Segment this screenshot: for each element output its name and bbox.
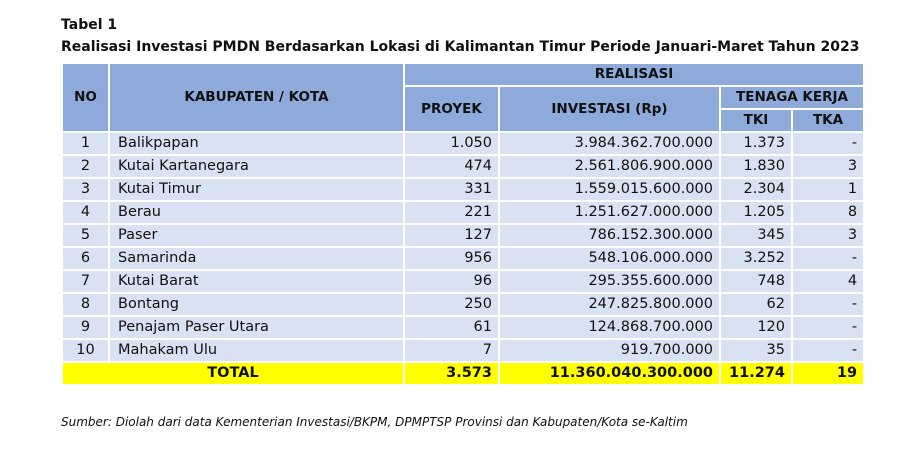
cell-tka: 3: [792, 155, 864, 178]
cell-investasi: 548.106.000.000: [499, 247, 720, 270]
cell-kabupaten: Berau: [109, 201, 404, 224]
table-row: [62, 316, 864, 339]
cell-tki: 1.205: [720, 201, 792, 224]
table-row: [62, 270, 864, 293]
cell-investasi: 786.152.300.000: [499, 224, 720, 247]
cell-investasi: 1.251.627.000.000: [499, 201, 720, 224]
cell-proyek: 221: [404, 201, 499, 224]
cell-kabupaten: Kutai Kartanegara: [109, 155, 404, 178]
table-row: [62, 339, 864, 362]
cell-tka: -: [792, 247, 864, 270]
cell-tka: 4: [792, 270, 864, 293]
cell-investasi: 919.700.000: [499, 339, 720, 362]
cell-investasi: 247.825.800.000: [499, 293, 720, 316]
cell-tka: 3: [792, 224, 864, 247]
total-tka: 19: [792, 362, 864, 385]
table-row: [62, 293, 864, 316]
table-row: [62, 224, 864, 247]
cell-tki: 35: [720, 339, 792, 362]
table-label: Tabel 1: [61, 17, 118, 33]
cell-investasi: 124.868.700.000: [499, 316, 720, 339]
total-investasi: 11.360.040.300.000: [499, 362, 720, 385]
cell-no: 9: [62, 316, 109, 339]
header-tki: TKI: [720, 109, 792, 132]
cell-no: 5: [62, 224, 109, 247]
cell-proyek: 956: [404, 247, 499, 270]
header-tenaga-kerja: TENAGA KERJA: [720, 86, 864, 109]
cell-kabupaten: Paser: [109, 224, 404, 247]
cell-kabupaten: Kutai Barat: [109, 270, 404, 293]
table-title: Realisasi Investasi PMDN Berdasarkan Lokasi di Kalimantan Timur Periode Januari-Maret Tahun 2023: [61, 39, 860, 55]
cell-proyek: 127: [404, 224, 499, 247]
cell-kabupaten: Mahakam Ulu: [109, 339, 404, 362]
cell-proyek: 61: [404, 316, 499, 339]
header-realisasi: REALISASI: [404, 63, 864, 86]
table-row: [62, 178, 864, 201]
cell-no: 6: [62, 247, 109, 270]
cell-tka: 1: [792, 178, 864, 201]
cell-tki: 3.252: [720, 247, 792, 270]
cell-tka: -: [792, 132, 864, 155]
total-row: [62, 362, 864, 385]
cell-no: 3: [62, 178, 109, 201]
cell-no: 8: [62, 293, 109, 316]
cell-tki: 62: [720, 293, 792, 316]
cell-no: 7: [62, 270, 109, 293]
cell-proyek: 474: [404, 155, 499, 178]
table-row: [62, 201, 864, 224]
header-kabupaten: KABUPATEN / KOTA: [109, 63, 404, 132]
cell-tki: 1.373: [720, 132, 792, 155]
cell-tki: 748: [720, 270, 792, 293]
cell-investasi: 3.984.362.700.000: [499, 132, 720, 155]
cell-proyek: 96: [404, 270, 499, 293]
header-no: NO: [62, 63, 109, 132]
table-row: [62, 247, 864, 270]
cell-tki: 2.304: [720, 178, 792, 201]
table-row: [62, 155, 864, 178]
cell-kabupaten: Samarinda: [109, 247, 404, 270]
cell-investasi: 2.561.806.900.000: [499, 155, 720, 178]
cell-tka: 8: [792, 201, 864, 224]
header-tka: TKA: [792, 109, 864, 132]
source-note: Sumber: Diolah dari data Kementerian Investasi/BKPM, DPMPTSP Provinsi dan Kabupaten/Kota se-Kaltim: [61, 415, 688, 429]
cell-kabupaten: Kutai Timur: [109, 178, 404, 201]
cell-no: 10: [62, 339, 109, 362]
cell-tka: -: [792, 293, 864, 316]
header-proyek: PROYEK: [404, 86, 499, 132]
cell-no: 2: [62, 155, 109, 178]
cell-proyek: 331: [404, 178, 499, 201]
cell-tki: 1.830: [720, 155, 792, 178]
table-row: [62, 132, 864, 155]
cell-investasi: 1.559.015.600.000: [499, 178, 720, 201]
cell-no: 4: [62, 201, 109, 224]
cell-tka: -: [792, 339, 864, 362]
cell-tka: -: [792, 316, 864, 339]
cell-kabupaten: Bontang: [109, 293, 404, 316]
cell-proyek: 1.050: [404, 132, 499, 155]
cell-proyek: 250: [404, 293, 499, 316]
cell-tki: 120: [720, 316, 792, 339]
total-label: TOTAL: [62, 362, 404, 385]
cell-kabupaten: Penajam Paser Utara: [109, 316, 404, 339]
investment-table: [61, 62, 865, 386]
cell-investasi: 295.355.600.000: [499, 270, 720, 293]
cell-kabupaten: Balikpapan: [109, 132, 404, 155]
total-tki: 11.274: [720, 362, 792, 385]
cell-proyek: 7: [404, 339, 499, 362]
header-investasi: INVESTASI (Rp): [499, 86, 720, 132]
cell-tki: 345: [720, 224, 792, 247]
total-proyek: 3.573: [404, 362, 499, 385]
cell-no: 1: [62, 132, 109, 155]
